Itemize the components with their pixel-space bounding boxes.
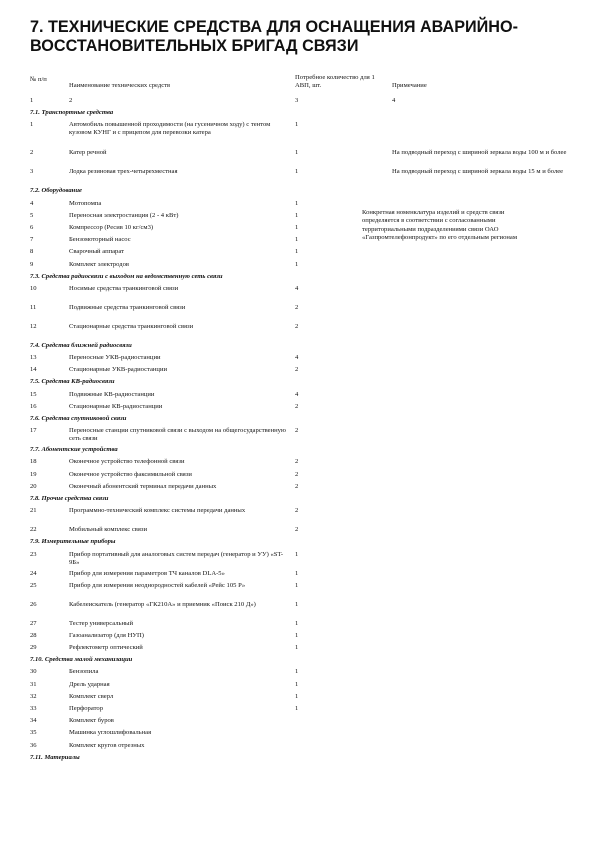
- row-number: 2: [30, 149, 34, 157]
- table-row: [30, 681, 570, 693]
- table-row: [30, 717, 570, 729]
- header-qty: Потребное количество для 1 АВП, шт.: [295, 74, 375, 89]
- row-number: 7: [30, 236, 34, 244]
- item-quantity: 1: [295, 569, 299, 577]
- section-label: 7.9. Измерительные приборы: [30, 538, 116, 546]
- row-number: 18: [30, 458, 37, 466]
- item-name: Комплект буров: [69, 717, 114, 725]
- item-quantity: 2: [295, 366, 299, 374]
- item-name: Прибор портативный для аналоговых систем передач (генератор и УУ) «ST-9Б»: [69, 550, 284, 566]
- item-quantity: 1: [295, 168, 299, 176]
- item-quantity: 1: [295, 644, 299, 652]
- section-label: 7.8. Прочие средства связи: [30, 494, 109, 502]
- item-name: Мотопомпа: [69, 199, 102, 207]
- section-heading: [30, 109, 570, 121]
- row-number: 8: [30, 248, 34, 256]
- item-quantity: 1: [295, 680, 299, 688]
- row-number: 35: [30, 729, 37, 737]
- item-name: Прибор для измерения неоднородностей кабелей «Рейс 105 Р»: [69, 581, 246, 589]
- row-number: 19: [30, 470, 37, 478]
- header-num: № п/п: [30, 76, 47, 83]
- row-number: 27: [30, 619, 37, 627]
- table-row: [30, 570, 570, 582]
- section-heading: [30, 378, 570, 390]
- item-quantity: 1: [295, 149, 299, 157]
- table-row: [30, 458, 570, 470]
- item-quantity: 2: [295, 402, 299, 410]
- table-row: [30, 601, 570, 620]
- table-row: [30, 121, 570, 149]
- table-row: [30, 632, 570, 644]
- row-number: 32: [30, 692, 37, 700]
- row-number: 5: [30, 211, 34, 219]
- table-row: [30, 323, 570, 342]
- item-name: Переносные станции спутниковой связи с выходом на общегосударственную сеть связи: [69, 427, 286, 443]
- col-number: 1: [30, 97, 34, 104]
- item-quantity: 1: [295, 223, 299, 231]
- column-number-row: [30, 97, 570, 109]
- table-row: [30, 582, 570, 601]
- row-number: 26: [30, 600, 37, 608]
- header-note: Примечание: [392, 82, 427, 89]
- table-row: [30, 149, 570, 168]
- table-row: [30, 526, 570, 538]
- row-number: 16: [30, 402, 37, 410]
- row-number: 33: [30, 705, 37, 712]
- item-name: Рефлектометр оптический: [69, 644, 143, 652]
- row-number: 3: [30, 168, 34, 176]
- item-name: Дрель ударная: [69, 680, 110, 688]
- table-row: [30, 391, 570, 403]
- row-number: 15: [30, 390, 37, 398]
- section-label: 7.7. Абонентские устройства: [30, 446, 118, 454]
- item-name: Оконечное устройство телефонной связи: [69, 458, 185, 466]
- table-row: [30, 620, 570, 632]
- item-name: Перфоратор: [69, 705, 103, 712]
- section-label: 7.5. Средства КВ-радиосвязи: [30, 378, 115, 386]
- item-quantity: 2: [295, 322, 299, 330]
- item-note: На подводный переход с шириной зеркала воды 100 м и более: [392, 149, 567, 157]
- item-name: Переносная электростанция (2 - 4 кВт): [69, 211, 179, 219]
- row-number: 9: [30, 260, 34, 268]
- section-heading: [30, 495, 570, 507]
- section-label: 7.2. Оборудование: [30, 187, 82, 195]
- table-row: [30, 693, 570, 705]
- item-quantity: 1: [295, 211, 299, 219]
- row-number: 17: [30, 427, 37, 435]
- radio-note: Конкретная номенклатура изделий и средств связи определяется в соответствии с согласованными территориальными подразделениями связи ОАО «Газпромтелефонпродукт» по его отдельным регионам: [362, 209, 518, 242]
- item-quantity: 2: [295, 458, 299, 466]
- item-name: Стационарные УКВ-радиостанции: [69, 366, 167, 374]
- table-row: [30, 248, 570, 260]
- row-number: 11: [30, 303, 37, 311]
- item-quantity: 2: [295, 303, 299, 311]
- item-name: Комплект кругов отрезных: [69, 741, 145, 749]
- table-header: [30, 74, 570, 98]
- table-row: [30, 471, 570, 483]
- row-number: 29: [30, 644, 37, 652]
- item-name: Программно-технический комплекс системы передачи данных: [69, 507, 246, 515]
- item-name: Автомобиль повышенной проходимости (на гусеничном ходу) с тентом кузовом КУНГ и с прицепом для перевозки катера: [69, 121, 271, 137]
- item-quantity: 2: [295, 482, 299, 490]
- item-name: Стационарные КВ-радиостанции: [69, 402, 163, 410]
- item-name: Носимые средства транкинговой связи: [69, 284, 179, 292]
- table-row: [30, 742, 570, 754]
- item-name: Катер речной: [69, 149, 107, 157]
- section-label: 7.11. Материалы: [30, 753, 80, 761]
- row-number: 36: [30, 741, 37, 749]
- section-label: 7.4. Средства ближней радиосвязи: [30, 341, 132, 349]
- item-quantity: 1: [295, 236, 299, 244]
- item-quantity: 2: [295, 427, 299, 435]
- table-row: [30, 644, 570, 656]
- row-number: 24: [30, 569, 37, 577]
- section-heading: [30, 415, 570, 427]
- table-row: [30, 304, 570, 323]
- section-heading: [30, 446, 570, 458]
- table-row: [30, 168, 570, 187]
- item-name: Переносные УКВ-радиостанции: [69, 354, 161, 362]
- section-heading: [30, 656, 570, 668]
- section-label: 7.10. Средства малой механизации: [30, 656, 133, 664]
- page-title: 7. ТЕХНИЧЕСКИЕ СРЕДСТВА ДЛЯ ОСНАЩЕНИЯ АВАРИЙНО-ВОССТАНОВИТЕЛЬНЫХ БРИГАД СВЯЗИ: [30, 18, 518, 55]
- section-heading: [30, 342, 570, 354]
- item-quantity: 1: [295, 619, 299, 627]
- item-quantity: 2: [295, 526, 299, 534]
- item-quantity: 4: [295, 354, 299, 362]
- item-name: Подвижные средства транкинговой связи: [69, 303, 186, 311]
- header-name: Наименование технических средств: [69, 82, 171, 89]
- table-row: [30, 403, 570, 415]
- table-row: [30, 366, 570, 378]
- row-number: 4: [30, 199, 34, 207]
- item-quantity: 4: [295, 390, 299, 398]
- row-number: 1: [30, 121, 34, 129]
- section-heading: [30, 538, 570, 550]
- item-name: Компрессор (Ресив 10 кг/см3): [69, 223, 154, 231]
- col-number: 3: [295, 97, 299, 104]
- row-number: 14: [30, 366, 37, 374]
- item-quantity: 1: [295, 550, 299, 558]
- row-number: 22: [30, 526, 37, 534]
- section-label: 7.3. Средства радиосвязи с выходом на ведомственную сеть связи: [30, 272, 223, 280]
- table-row: [30, 261, 570, 273]
- table-row: [30, 705, 570, 717]
- item-quantity: 4: [295, 284, 299, 292]
- row-number: 28: [30, 631, 37, 639]
- item-name: Тестер универсальный: [69, 619, 133, 627]
- item-quantity: 1: [295, 260, 299, 268]
- item-name: Сварочный аппарат: [69, 248, 124, 256]
- item-quantity: 1: [295, 121, 299, 129]
- item-name: Оконечное устройство факсимильной связи: [69, 470, 192, 478]
- section-heading: [30, 754, 570, 766]
- item-quantity: 1: [295, 705, 299, 712]
- table-row: [30, 551, 570, 570]
- item-quantity: 1: [295, 631, 299, 639]
- row-number: 31: [30, 680, 37, 688]
- item-quantity: 1: [295, 668, 299, 676]
- section-heading: [30, 273, 570, 285]
- item-quantity: 2: [295, 507, 299, 515]
- row-number: 30: [30, 668, 37, 676]
- item-quantity: 1: [295, 199, 299, 207]
- item-quantity: 1: [295, 600, 299, 608]
- table-row: [30, 507, 570, 526]
- table-row: [30, 729, 570, 741]
- item-name: Стационарные средства транкинговой связи: [69, 322, 194, 330]
- item-name: Газоанализатор (для НУП): [69, 631, 145, 639]
- table-row: [30, 427, 570, 446]
- item-name: Оконечный абонентский терминал передачи данных: [69, 482, 217, 490]
- row-number: 12: [30, 322, 37, 330]
- item-name: Кабелеискатель (генератор «ГК210А» и приемник «Поиск 210 Д»): [69, 600, 256, 608]
- row-number: 25: [30, 581, 37, 589]
- table-row: [30, 483, 570, 495]
- item-name: Бензопила: [69, 668, 99, 676]
- table-row: [30, 285, 570, 304]
- equipment-table: [30, 97, 570, 766]
- row-number: 10: [30, 284, 37, 292]
- row-number: 20: [30, 482, 37, 490]
- row-number: 34: [30, 717, 37, 725]
- item-name: Машинка углошлифовальная: [69, 729, 152, 737]
- item-name: Прибор для измерения параметров ТЧ каналов DLA-5»: [69, 569, 225, 577]
- item-name: Мобильный комплекс связи: [69, 526, 148, 534]
- section-heading: [30, 187, 570, 199]
- item-quantity: 1: [295, 692, 299, 700]
- section-label: 7.6. Средства спутниковой связи: [30, 415, 127, 422]
- section-label: 7.1. Транспортные средства: [30, 109, 114, 117]
- item-note: На подводный переход с шириной зеркала воды 15 м и более: [392, 168, 564, 176]
- item-quantity: 1: [295, 581, 299, 589]
- col-number: 2: [69, 97, 73, 104]
- row-number: 23: [30, 550, 37, 558]
- item-name: Комплект электродов: [69, 260, 129, 268]
- row-number: 21: [30, 507, 37, 515]
- item-name: Бензомоторный насос: [69, 236, 131, 244]
- table-row: [30, 668, 570, 680]
- item-name: Комплект сверл: [69, 692, 114, 700]
- item-quantity: 2: [295, 470, 299, 478]
- row-number: 13: [30, 354, 37, 362]
- item-name: Подвижные КВ-радиостанции: [69, 390, 155, 398]
- table-row: [30, 354, 570, 366]
- row-number: 6: [30, 223, 34, 231]
- col-number: 4: [392, 97, 396, 104]
- item-quantity: 1: [295, 248, 299, 256]
- item-name: Лодка резиновая трех-четырехместная: [69, 168, 178, 176]
